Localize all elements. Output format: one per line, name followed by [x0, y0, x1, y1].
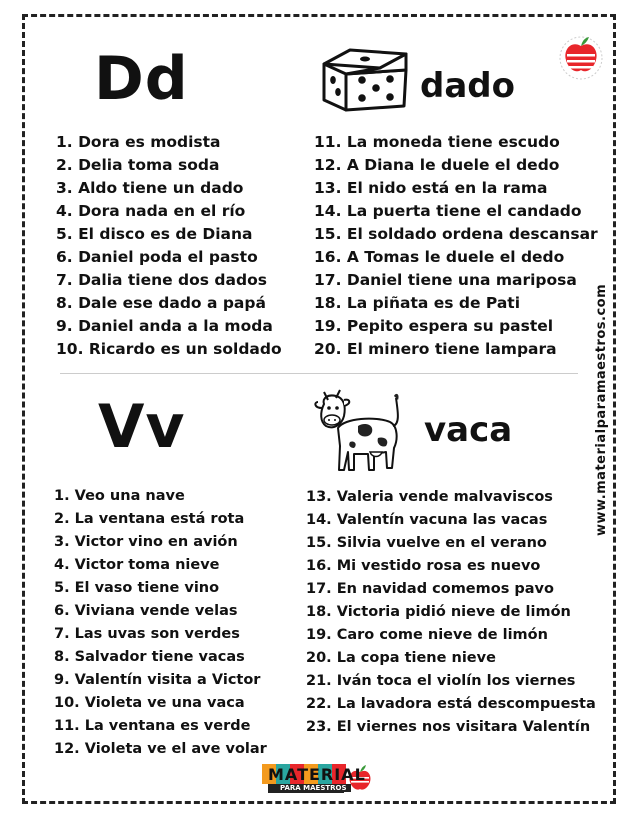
cow-icon: [314, 388, 404, 476]
list-item: 16. Mi vestido rosa es nuevo: [306, 558, 541, 574]
list-item: 12. A Diana le duele el dedo: [314, 156, 560, 174]
list-item: 2. Delia toma soda: [56, 156, 220, 174]
list-item: 13. Valeria vende malvaviscos: [306, 489, 553, 505]
word-dado: dado: [420, 66, 515, 106]
list-item: 10. Violeta ve una vaca: [54, 695, 245, 711]
list-item: 21. Iván toca el violín los viernes: [306, 673, 576, 689]
section-divider: [60, 373, 578, 374]
list-item: 8. Salvador tiene vacas: [54, 649, 245, 665]
list-item: 5. El vaso tiene vino: [54, 580, 220, 596]
list-item: 18. Victoria pidió nieve de limón: [306, 604, 571, 620]
list-item: 8. Dale ese dado a papá: [56, 294, 266, 312]
list-item: 6. Daniel poda el pasto: [56, 248, 258, 266]
d-sentences-left: [56, 131, 282, 361]
list-item: 9. Valentín visita a Victor: [54, 672, 261, 688]
list-item: 16. A Tomas le duele el dedo: [314, 248, 565, 266]
list-item: 19. Caro come nieve de limón: [306, 627, 548, 643]
v-sentences-left: [54, 485, 267, 761]
logo-subtitle: PARA MAESTROS: [276, 784, 351, 792]
list-item: 4. Dora nada en el río: [56, 202, 246, 220]
list-item: 14. Valentín vacuna las vacas: [306, 512, 548, 528]
letter-heading-d: Dd: [94, 44, 189, 114]
list-item: 4. Victor toma nieve: [54, 557, 220, 573]
list-item: 1. Veo una nave: [54, 488, 185, 504]
website-url: www.materialparamaestros.com: [594, 283, 609, 536]
list-item: 5. El disco es de Diana: [56, 225, 253, 243]
list-item: 15. El soldado ordena descansar: [314, 225, 598, 243]
list-item: 20. La copa tiene nieve: [306, 650, 496, 666]
list-item: 1. Dora es modista: [56, 133, 221, 151]
list-item: 12. Violeta ve el ave volar: [54, 741, 267, 757]
list-item: 20. El minero tiene lampara: [314, 340, 557, 358]
list-item: 3. Victor vino en avión: [54, 534, 238, 550]
list-item: 19. Pepito espera su pastel: [314, 317, 554, 335]
list-item: 6. Viviana vende velas: [54, 603, 238, 619]
list-item: 13. El nido está en la rama: [314, 179, 548, 197]
list-item: 10. Ricardo es un soldado: [56, 340, 282, 358]
list-item: 14. La puerta tiene el candado: [314, 202, 582, 220]
list-item: 3. Aldo tiene un dado: [56, 179, 244, 197]
v-sentences-right: [306, 486, 596, 739]
apple-logo-icon: [557, 34, 605, 80]
list-item: 2. La ventana está rota: [54, 511, 245, 527]
logo-title: MATERIAL: [268, 765, 366, 784]
list-item: 18. La piñata es de Pati: [314, 294, 521, 312]
d-sentences-right: [314, 131, 598, 361]
list-item: 9. Daniel anda a la moda: [56, 317, 273, 335]
list-item: 11. La moneda tiene escudo: [314, 133, 560, 151]
list-item: 17. Daniel tiene una mariposa: [314, 271, 577, 289]
letter-heading-v: Vv: [98, 392, 186, 462]
list-item: 7. Dalia tiene dos dados: [56, 271, 267, 289]
list-item: 23. El viernes nos visitara Valentín: [306, 719, 591, 735]
list-item: 7. Las uvas son verdes: [54, 626, 240, 642]
list-item: 11. La ventana es verde: [54, 718, 251, 734]
word-vaca: vaca: [424, 410, 513, 450]
list-item: 15. Silvia vuelve en el verano: [306, 535, 547, 551]
list-item: 17. En navidad comemos pavo: [306, 581, 554, 597]
dice-icon: [320, 46, 410, 112]
list-item: 22. La lavadora está descompuesta: [306, 696, 596, 712]
